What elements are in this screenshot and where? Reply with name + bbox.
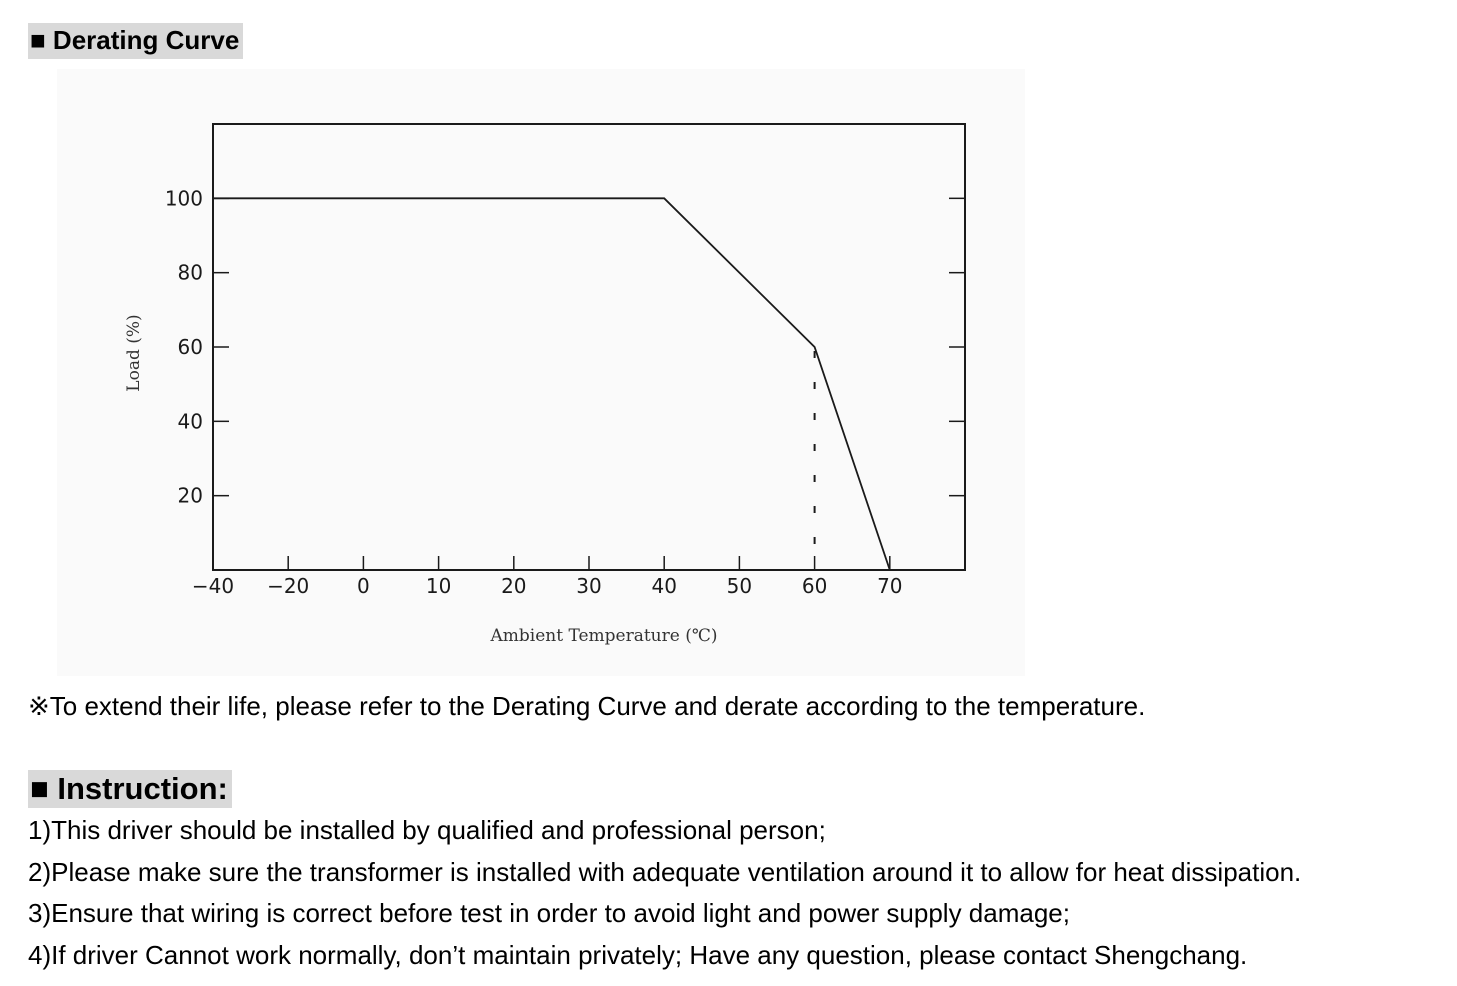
x-tick-label: 30 (576, 574, 602, 598)
instruction-item: 2)Please make sure the transformer is installed with adequate ventilation around it to allow for heat dissipation. (28, 856, 1302, 887)
instruction-item: 1)This driver should be installed by qualified and professional person; (28, 815, 826, 845)
instruction-item: 3)Ensure that wiring is correct before test in order to avoid light and power supply damage; (28, 898, 1070, 928)
y-tick-label: 60 (177, 335, 203, 359)
y-tick-label: 80 (177, 260, 203, 285)
plot-frame (213, 124, 965, 570)
instruction-heading: ■ Instruction: (28, 770, 232, 808)
x-tick-label: 60 (801, 574, 828, 598)
y-tick-label: 20 (177, 483, 203, 508)
instruction-list (28, 814, 1301, 980)
derating-chart (57, 69, 1025, 676)
y-axis-title: Load (%) (124, 314, 144, 392)
x-axis-title: Ambient Temperature (℃) (490, 626, 718, 646)
derating-curve-heading: ■ Derating Curve (28, 23, 243, 59)
x-tick-label: −40 (191, 574, 235, 598)
y-tick-label: 40 (177, 409, 203, 434)
x-tick-label: −20 (267, 574, 310, 598)
y-tick-label: 100 (164, 186, 203, 211)
x-tick-label: 0 (357, 574, 370, 598)
derating-note: ※To extend their life, please refer to the Derating Curve and derate according to the temperature. (28, 691, 1146, 721)
x-tick-label: 10 (425, 574, 452, 598)
instruction-item: 4)If driver Cannot work normally, don’t maintain privately; Have any question, please contact Shengchang. (28, 939, 1248, 970)
derating-series-line (213, 198, 890, 570)
x-tick-label: 40 (651, 574, 677, 598)
derating-chart-svg (57, 69, 1025, 676)
x-tick-label: 50 (726, 574, 753, 598)
x-tick-label: 70 (877, 574, 903, 598)
x-tick-label: 20 (501, 574, 527, 598)
